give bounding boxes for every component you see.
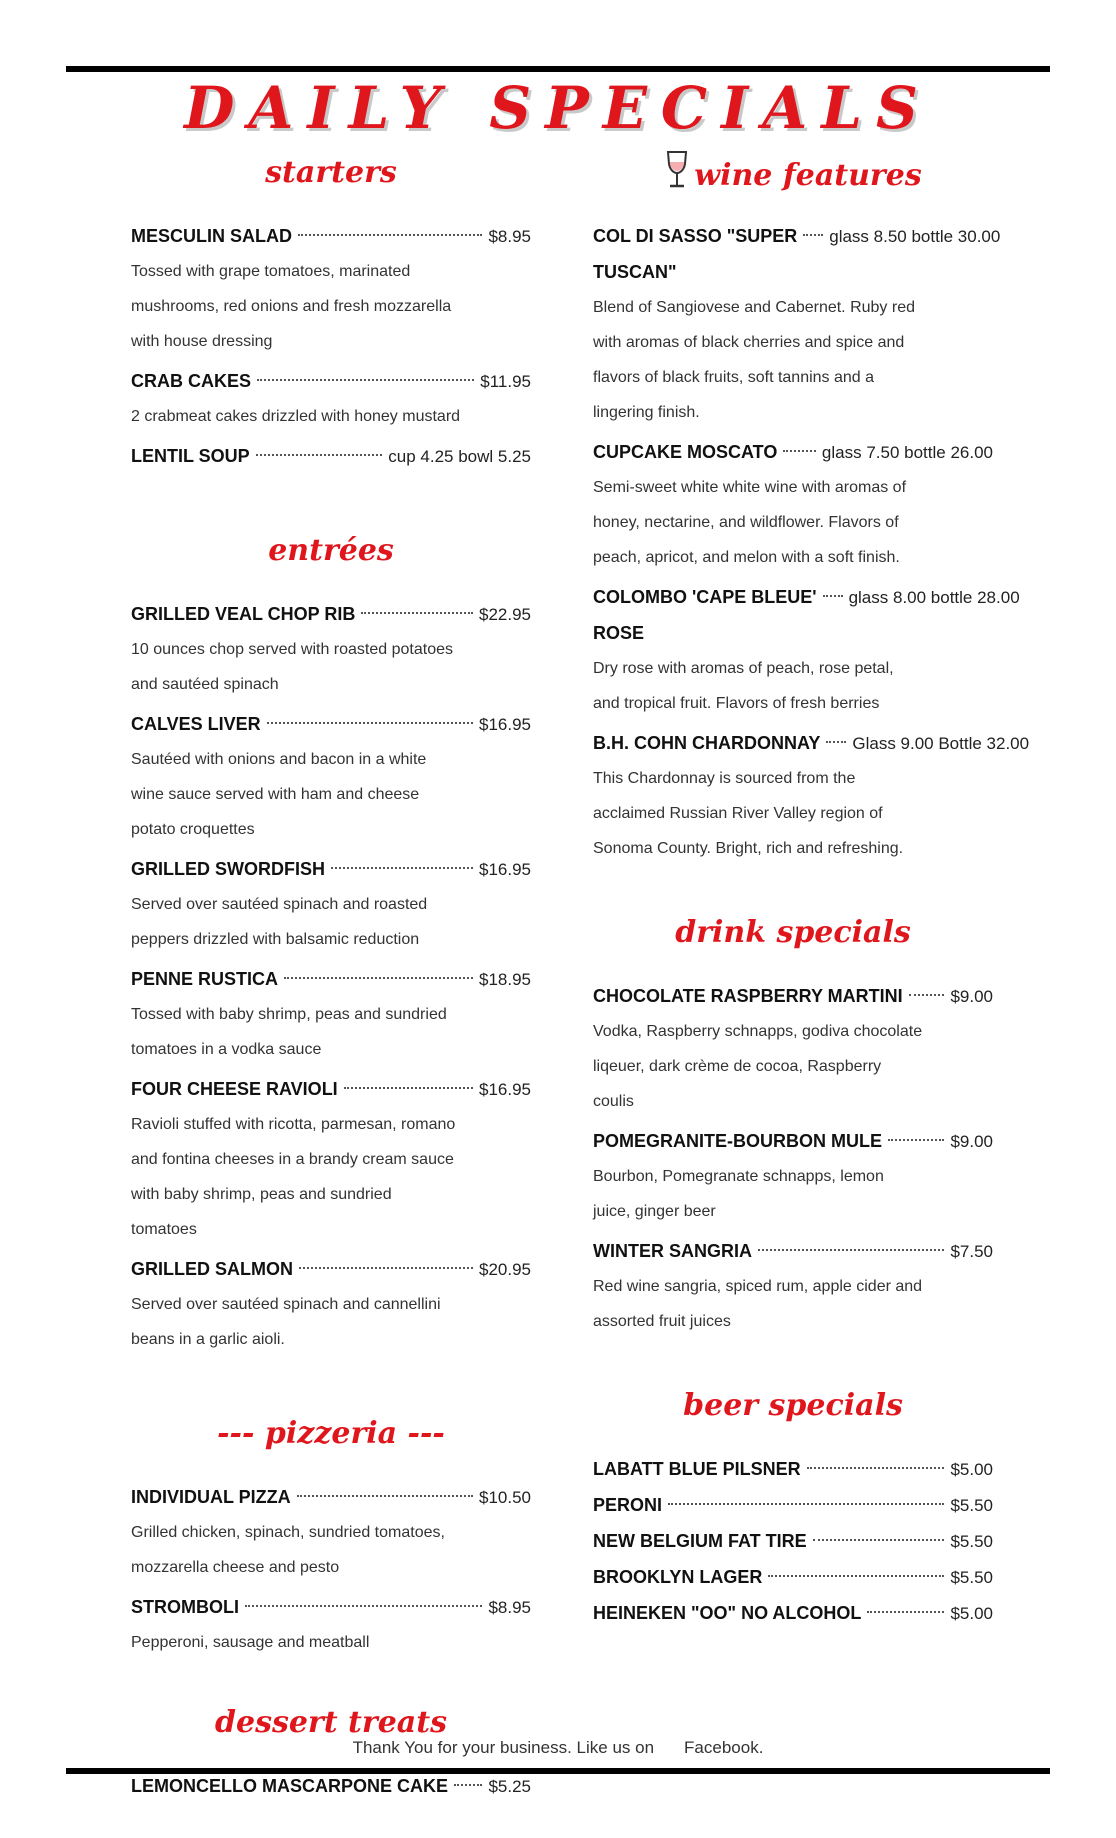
section-drinks	[593, 910, 993, 1339]
facebook-link[interactable]: Facebook.	[684, 1738, 764, 1757]
item-price: $16.95	[479, 860, 531, 879]
section-title: --- pizzeria ---	[217, 1416, 445, 1451]
leader-dots	[245, 1605, 482, 1607]
menu-item	[131, 1251, 531, 1357]
leader-dots	[344, 1087, 473, 1089]
item-price: glass 8.00 bottle 28.00	[848, 588, 1020, 607]
item-price: $9.00	[950, 1132, 993, 1151]
page-title: DAILY SPECIALS	[184, 74, 932, 142]
section-title: dessert treats	[215, 1705, 447, 1740]
item-name: COLOMBO 'CAPE BLEUE'	[593, 587, 817, 607]
item-price: glass 7.50 bottle 26.00	[821, 443, 993, 462]
section-title-text: wine features	[694, 158, 922, 193]
footer	[0, 1738, 1116, 1758]
section-pizzeria	[131, 1411, 531, 1660]
item-name: LENTIL SOUP	[131, 446, 250, 466]
leader-dots	[888, 1139, 944, 1141]
top-rule	[66, 66, 1050, 72]
item-name: WINTER SANGRIA	[593, 1241, 752, 1261]
leader-dots	[331, 867, 473, 869]
item-price: $22.95	[479, 605, 531, 624]
item-description: Tossed with grape tomatoes, marinated mushrooms, red onions and fresh mozzarella with house dressing	[131, 263, 452, 350]
item-name: B.H. COHN CHARDONNAY	[593, 733, 821, 753]
section-title: drink specials	[675, 915, 911, 950]
item-price: $5.25	[488, 1777, 531, 1796]
item-name: INDIVIDUAL PIZZA	[131, 1487, 291, 1507]
item-name: STROMBOLI	[131, 1597, 239, 1617]
item-description: Pepperoni, sausage and meatball	[131, 1634, 370, 1651]
menu-item	[593, 725, 1030, 866]
leader-dots	[807, 1467, 945, 1469]
item-name-continued: TUSCAN"	[593, 262, 677, 282]
leader-dots	[813, 1539, 945, 1541]
leader-dots	[867, 1611, 944, 1613]
menu-item	[131, 218, 531, 359]
left-column	[131, 150, 531, 1808]
menu-item	[131, 1589, 531, 1660]
item-description: Red wine sangria, spiced rum, apple cider and assorted fruit juices	[593, 1278, 923, 1330]
item-description: Sautéed with onions and bacon in a white wine sauce served with ham and cheese potato croquettes	[131, 751, 427, 838]
item-price: $8.95	[488, 227, 531, 246]
item-description: This Chardonnay is sourced from the acclaimed Russian River Valley region of Sonoma County. Bright, rich and refreshing.	[593, 770, 904, 857]
item-price: $8.95	[488, 1598, 531, 1617]
item-name: CALVES LIVER	[131, 714, 261, 734]
item-price: $5.00	[950, 1604, 993, 1623]
section-title	[593, 150, 993, 196]
item-price: $10.50	[479, 1488, 531, 1507]
section-wine	[593, 150, 1030, 866]
item-name: GRILLED SALMON	[131, 1259, 293, 1279]
section-entrees	[131, 528, 531, 1357]
item-price: cup 4.25 bowl 5.25	[388, 447, 531, 466]
menu-item	[593, 1595, 993, 1631]
item-description: Grilled chicken, spinach, sundried tomatoes, mozzarella cheese and pesto	[131, 1524, 445, 1576]
section-title: beer specials	[683, 1388, 903, 1423]
item-name: MESCULIN SALAD	[131, 226, 292, 246]
item-price: $16.95	[479, 1080, 531, 1099]
leader-dots	[256, 454, 383, 456]
leader-dots	[909, 994, 945, 996]
bottom-rule	[66, 1768, 1050, 1774]
leader-dots	[826, 741, 846, 743]
menu-item	[593, 1559, 993, 1595]
item-name: CHOCOLATE RASPBERRY MARTINI	[593, 986, 903, 1006]
leader-dots	[299, 1267, 473, 1269]
leader-dots	[298, 234, 482, 236]
leader-dots	[783, 450, 816, 452]
menu-item	[593, 1233, 993, 1339]
menu-item	[593, 434, 993, 575]
footer-text: Thank You for your business. Like us on	[352, 1738, 655, 1757]
menu-item	[593, 1523, 993, 1559]
leader-dots	[297, 1495, 473, 1497]
leader-dots	[361, 612, 473, 614]
item-description: Tossed with baby shrimp, peas and sundried tomatoes in a vodka sauce	[131, 1006, 447, 1058]
leader-dots	[257, 379, 474, 381]
leader-dots	[758, 1249, 944, 1251]
item-name: POMEGRANITE-BOURBON MULE	[593, 1131, 882, 1151]
menu-item	[131, 363, 531, 434]
item-name: BROOKLYN LAGER	[593, 1567, 763, 1587]
menu-item	[131, 706, 531, 847]
item-price: $11.95	[480, 372, 531, 391]
item-price: $9.00	[950, 987, 993, 1006]
item-name: CRAB CAKES	[131, 371, 252, 391]
leader-dots	[454, 1784, 482, 1786]
leader-dots	[284, 977, 473, 979]
item-description: Bourbon, Pomegranate schnapps, lemon juice, ginger beer	[593, 1168, 884, 1220]
menu-item	[593, 579, 1020, 721]
item-name: LEMONCELLO MASCARPONE CAKE	[131, 1776, 449, 1796]
item-name: GRILLED SWORDFISH	[131, 859, 325, 879]
menu-item	[131, 1479, 531, 1585]
section-beer	[593, 1383, 993, 1631]
item-description: Semi-sweet white white wine with aromas of honey, nectarine, and wildflower. Flavors of peach, apricot, and melon with a soft finish.	[593, 479, 907, 566]
wine-glass-icon	[664, 150, 690, 204]
leader-dots	[267, 722, 473, 724]
item-price: $5.50	[950, 1568, 993, 1587]
menu-item	[131, 438, 531, 474]
item-price: Glass 9.00 Bottle 32.00	[852, 734, 1030, 753]
menu-item	[131, 961, 531, 1067]
item-price: $16.95	[479, 715, 531, 734]
menu-item	[131, 596, 531, 702]
menu-item	[131, 851, 531, 957]
right-column	[593, 150, 1030, 1631]
item-description: Served over sautéed spinach and cannellini beans in a garlic aioli.	[131, 1296, 441, 1348]
section-title: entrées	[268, 533, 394, 568]
menu-item	[593, 1451, 993, 1487]
item-price: $5.00	[950, 1460, 993, 1479]
item-name: LABATT BLUE PILSNER	[593, 1459, 801, 1479]
item-description: Served over sautéed spinach and roasted peppers drizzled with balsamic reduction	[131, 896, 428, 948]
section-title: starters	[265, 155, 397, 190]
item-name: COL DI SASSO "SUPER	[593, 226, 798, 246]
item-description: Ravioli stuffed with ricotta, parmesan, romano and fontina cheeses in a brandy cream sauce with baby shrimp, peas and sundried tomatoes	[131, 1116, 456, 1238]
item-name: PERONI	[593, 1495, 663, 1515]
item-name: GRILLED VEAL CHOP RIB	[131, 604, 356, 624]
leader-dots	[668, 1503, 944, 1505]
item-description: 2 crabmeat cakes drizzled with honey mustard	[131, 408, 461, 425]
item-price: $20.95	[479, 1260, 531, 1279]
menu-item	[593, 1123, 993, 1229]
item-price: glass 8.50 bottle 30.00	[829, 227, 1001, 246]
leader-dots	[803, 234, 823, 236]
item-price: $5.50	[950, 1496, 993, 1515]
item-description: Vodka, Raspberry schnapps, godiva chocolate liqeuer, dark crème de cocoa, Raspberry coulis	[593, 1023, 923, 1110]
item-price: $18.95	[479, 970, 531, 989]
item-name: HEINEKEN "OO" NO ALCOHOL	[593, 1603, 862, 1623]
leader-dots	[823, 595, 843, 597]
item-name: NEW BELGIUM FAT TIRE	[593, 1531, 807, 1551]
item-description: Dry rose with aromas of peach, rose petal, and tropical fruit. Flavors of fresh berries	[593, 660, 894, 712]
menu-item	[593, 978, 993, 1119]
menu-item	[131, 1071, 531, 1247]
menu-item	[593, 218, 1001, 430]
leader-dots	[768, 1575, 944, 1577]
item-price: $7.50	[950, 1242, 993, 1261]
item-name: FOUR CHEESE RAVIOLI	[131, 1079, 338, 1099]
item-name-continued: ROSE	[593, 623, 645, 643]
item-price: $5.50	[950, 1532, 993, 1551]
section-starters	[131, 150, 531, 474]
item-description: 10 ounces chop served with roasted potatoes and sautéed spinach	[131, 641, 453, 693]
menu-item	[593, 1487, 993, 1523]
item-name: CUPCAKE MOSCATO	[593, 442, 778, 462]
item-name: PENNE RUSTICA	[131, 969, 279, 989]
item-description: Blend of Sangiovese and Cabernet. Ruby red with aromas of black cherries and spice and flavors of black fruits, soft tannins and a lingering finish.	[593, 299, 915, 421]
